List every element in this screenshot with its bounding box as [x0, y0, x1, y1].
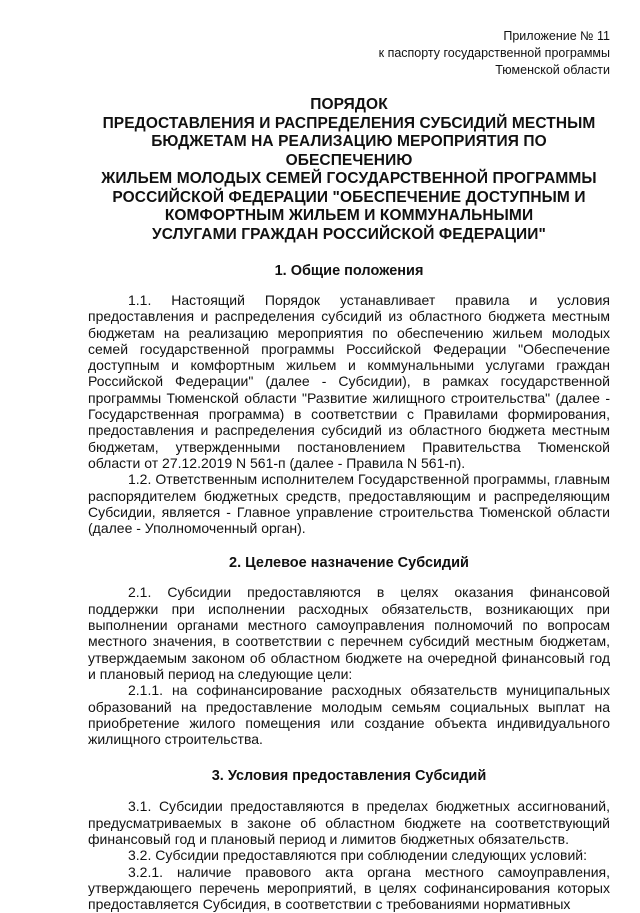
title-line-6: КОМФОРТНЫМ ЖИЛЬЕМ И КОММУНАЛЬНЫМИ [164, 207, 534, 224]
title-line-1: ПОРЯДОК [310, 96, 388, 113]
paragraph-3-1: 3.1. Субсидии предоставляются в пределах бюджетных ассигнований, предусматриваемых в законе об областном бюджете на соответствующий финансовый год и плановый период и лимитов бюджетных обязательств. [88, 798, 610, 848]
title-line-3: БЮДЖЕТАМ НА РЕАЛИЗАЦИЮ МЕРОПРИЯТИЯ ПО ОБЕСПЕЧЕНИЮ [151, 133, 547, 169]
paragraph-2-1: 2.1. Субсидии предоставляются в целях оказания финансовой поддержки при исполнении расходных обязательств, возникающих при выполнении органами местного самоуправления полномочий по вопросам местного значения, в соответствии с перечнем субсидий местным бюджетам, утверждаемым законом об областном бюджете на очередной финансовый год и плановый период на следующие цели: [88, 584, 610, 682]
paragraph-3-2-1: 3.2.1. наличие правового акта органа местного самоуправления, утверждающего перечень мероприятий, в целях софинансирования которых предоставляется Субсидия, в соответствии с требованиями нормативных [88, 863, 610, 913]
appendix-note [88, 28, 610, 79]
section-3-heading: 3. Условия предоставления Субсидий [211, 768, 487, 785]
title-line-4: ЖИЛЬЕМ МОЛОДЫХ СЕМЕЙ ГОСУДАРСТВЕННОЙ ПРОГРАММЫ [101, 170, 597, 187]
title-line-7: УСЛУГАМИ ГРАЖДАН РОССИЙСКОЙ ФЕДЕРАЦИИ" [152, 225, 546, 243]
paragraph-3-2: 3.2. Субсидии предоставляются при соблюдении следующих условий: [128, 847, 587, 864]
title-line-5: РОССИЙСКОЙ ФЕДЕРАЦИИ "ОБЕСПЕЧЕНИЕ ДОСТУПНЫМ И [112, 188, 586, 206]
paragraph-2-1-1: 2.1.1. на софинансирование расходных обязательств муниципальных образований на предоставление молодым семьям социальных выплат на приобретение жилого помещения или создание объекта индивидуального жилищного строительства. [88, 682, 610, 748]
appendix-line-2: к паспорту государственной программы [378, 46, 610, 60]
appendix-line-3: Тюменской области [495, 63, 610, 77]
title-line-2: ПРЕДОСТАВЛЕНИЯ И РАСПРЕДЕЛЕНИЯ СУБСИДИЙ МЕСТНЫМ [102, 114, 596, 132]
appendix-line-1: Приложение № 11 [503, 29, 610, 43]
paragraph-1-1: 1.1. Настоящий Порядок устанавливает правила и условия предоставления и распределения субсидий из областного бюджета местным бюджетам на реализацию мероприятия по обеспечению жильем молодых семей государственной программы Российской Федерации "Обеспечение доступным и комфортным жильем и коммунальными услугами граждан Российской Федерации" (далее - Субсидии), в рамках государственной программы Тюменской области "Развитие жилищного строительства" (далее - Государственная программа) в соответствии с Правилами формирования, предоставления и распределения субсидий из областного бюджета местным бюджетам, утвержденными постановлением Правительства Тюменской области от 27.12.2019 N 561-п (далее - Правила N 561-п). [88, 292, 610, 471]
section-2-heading: 2. Целевое назначение Субсидий [229, 555, 469, 572]
section-1-heading: 1. Общие положения [274, 263, 424, 279]
paragraph-1-2: 1.2. Ответственным исполнителем Государственной программы, главным распорядителем бюджетных средств, предоставляющим и распределяющим Субсидии, является - Главное управление строительства Тюменской области (далее - Уполномоченный орган). [88, 471, 610, 537]
document-title [88, 96, 610, 244]
